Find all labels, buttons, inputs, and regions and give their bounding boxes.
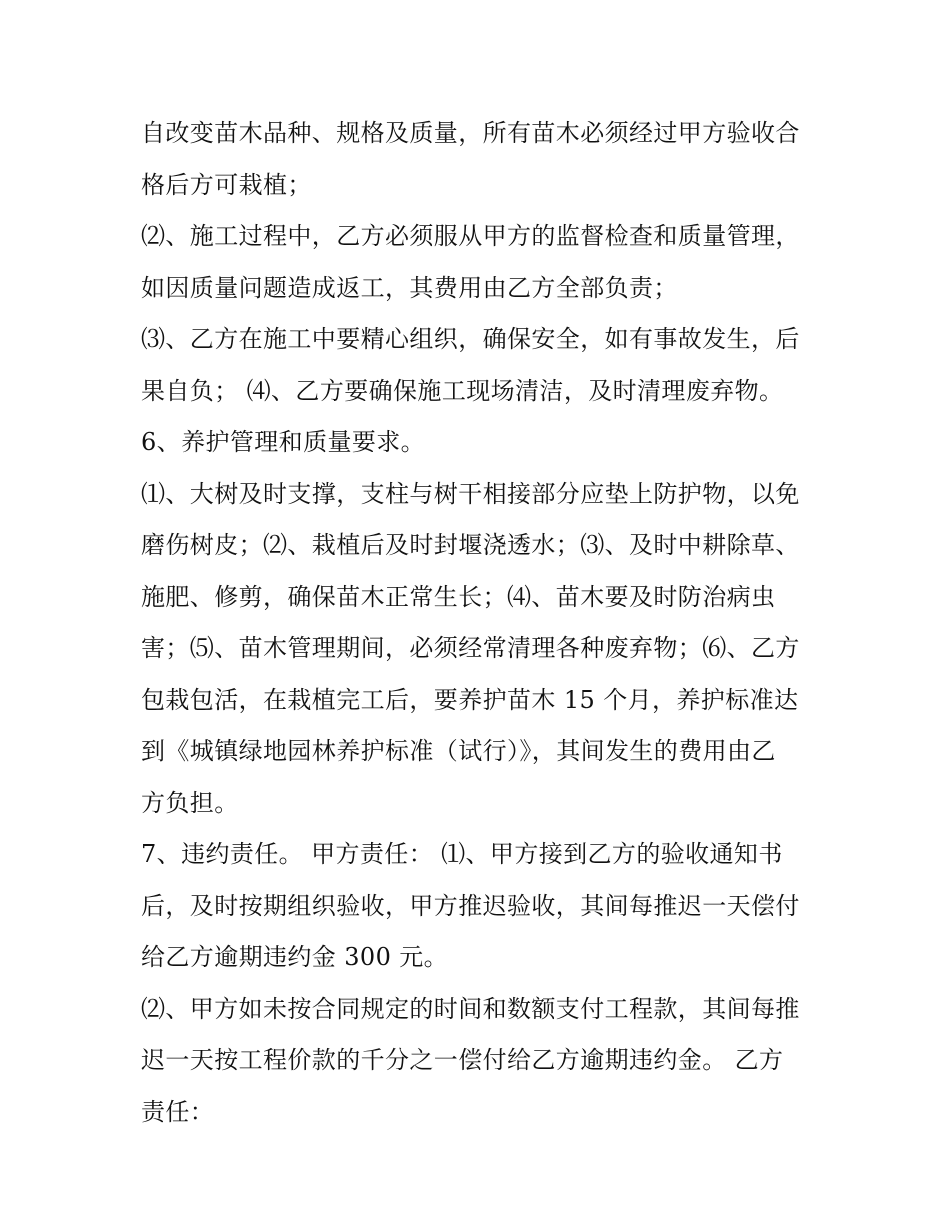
text-line: 害；⑸、苗木管理期间，必须经常清理各种废弃物；⑹、乙方 bbox=[141, 634, 800, 662]
text-line: 后，及时按期组织验收，甲方推迟验收，其间每推迟一天偿付 bbox=[141, 891, 800, 920]
text-line: 到《城镇绿地园林养护标准（试行）》，其间发生的费用由乙 bbox=[141, 737, 776, 765]
section-heading: 7、违约责任。 甲方责任： ⑴、甲方接到乙方的验收通知书 bbox=[141, 840, 783, 868]
text-line: ⑶、乙方在施工中要精心组织，确保安全，如有事故发生，后 bbox=[141, 325, 800, 353]
text-line: 施肥、修剪，确保苗木正常生长；⑷、苗木要及时防治病虫 bbox=[141, 582, 776, 611]
text-line: ⑵、甲方如未按合同规定的时间和数额支付工程款，其间每推 bbox=[141, 994, 800, 1023]
text-line: 果自负； ⑷、乙方要确保施工现场清洁，及时清理废弃物。 bbox=[141, 376, 784, 405]
text-line: ⑵、施工过程中，乙方必须服从甲方的监督检查和质量管理， bbox=[141, 222, 800, 250]
text-line: 如因质量问题造成返工，其费用由乙方全部负责； bbox=[141, 273, 678, 302]
document-body bbox=[141, 108, 816, 1138]
text-line: 磨伤树皮；⑵、栽植后及时封堰浇透水；⑶、及时中耕除草、 bbox=[141, 531, 800, 559]
text-line: 格后方可栽植； bbox=[141, 170, 312, 199]
text-line: ⑴、大树及时支撑，支柱与树干相接部分应垫上防护物，以免 bbox=[141, 479, 800, 508]
text-line: 方负担。 bbox=[141, 788, 239, 817]
text-line: 责任： bbox=[141, 1097, 215, 1126]
section-heading: 6、养护管理和质量要求。 bbox=[141, 428, 426, 456]
text-line: 自改变苗木品种、规格及质量，所有苗木必须经过甲方验收合 bbox=[141, 119, 800, 147]
text-line: 给乙方逾期违约金 300 元。 bbox=[141, 943, 449, 971]
text-line: 迟一天按工程价款的千分之一偿付给乙方逾期违约金。 乙方 bbox=[141, 1046, 784, 1074]
text-line: 包栽包活，在栽植完工后，要养护苗木 15 个月，养护标准达 bbox=[141, 685, 799, 714]
